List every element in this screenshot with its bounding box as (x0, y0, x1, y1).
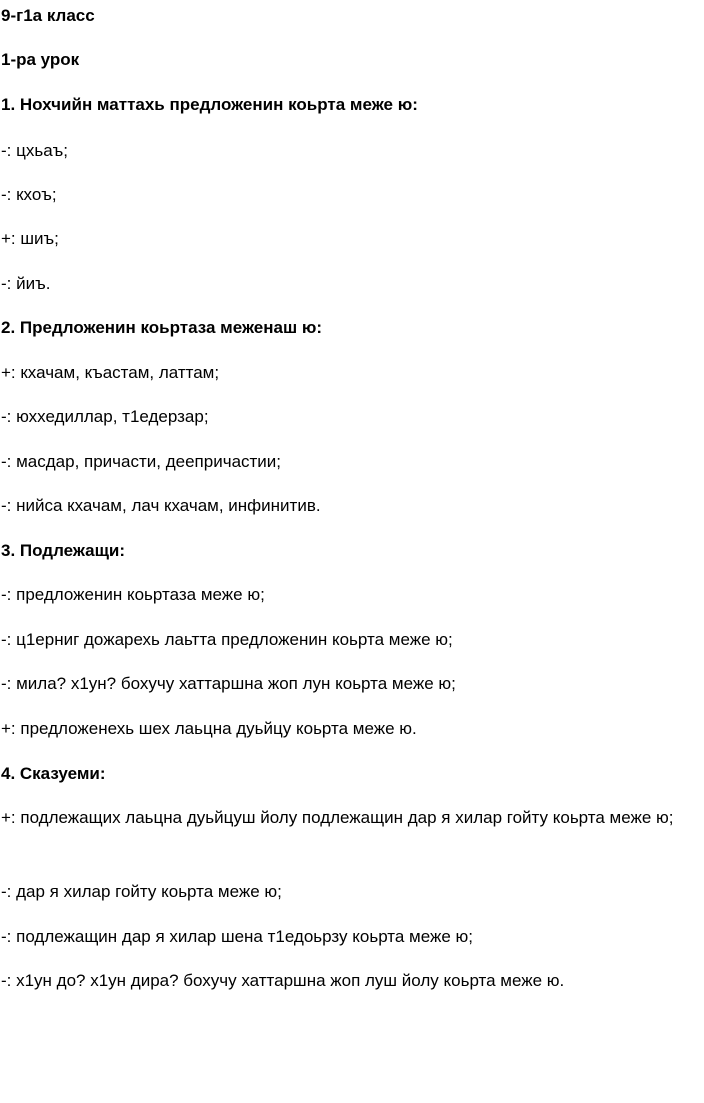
question-2-option-3: -: масдар, причасти, деепричастии; (1, 452, 282, 471)
question-1-option-1: -: цхьаъ; (1, 141, 69, 160)
question-2-option-1: +: кхачам, къастам, латтам; (1, 363, 220, 382)
question-1-option-4: -: йиъ. (1, 274, 51, 293)
question-3-option-3: -: мила? х1ун? бохучу хаттаршна жоп лун коьрта меже ю; (1, 674, 456, 693)
question-3-title: 3. Подлежащи: (1, 541, 126, 560)
question-2-option-4: -: нийса кхачам, лач кхачам, инфинитив. (1, 496, 321, 515)
question-3-option-1: -: предложенин коьртаза меже ю; (1, 585, 265, 604)
question-3-option-4: +: предложенехь шех лаьцна дуьйцу коьрта меже ю. (1, 719, 417, 738)
class-label: 9-г1а класс (1, 6, 95, 25)
lesson-label: 1-ра урок (1, 50, 80, 69)
question-4-option-3: -: подлежащин дар я хилар шена т1едоьрзу коьрта меже ю; (1, 927, 474, 946)
question-4-option-4: -: х1ун до? х1ун дира? бохучу хаттаршна жоп луш йолу коьрта меже ю. (1, 971, 565, 990)
question-1-option-2: -: кхоъ; (1, 185, 57, 204)
question-4-title: 4. Сказуеми: (1, 764, 106, 783)
question-2-option-2: -: юххедиллар, т1едерзар; (1, 407, 209, 426)
question-3-option-2: -: ц1ерниг дожарехь лаьтта предложенин коьрта меже ю; (1, 630, 453, 649)
question-2-title: 2. Предложенин коьртаза меженаш ю: (1, 318, 323, 337)
question-4-option-2: -: дар я хилар гойту коьрта меже ю; (1, 882, 282, 901)
question-1-option-3: +: шиъ; (1, 229, 59, 248)
question-1-title: 1. Нохчийн маттахь предложенин коьрта меже ю: (1, 95, 418, 114)
question-4-option-1: +: подлежащих лаьцна дуьйцуш йолу подлежащин дар я хилар гойту коьрта меже ю; (1, 808, 674, 827)
